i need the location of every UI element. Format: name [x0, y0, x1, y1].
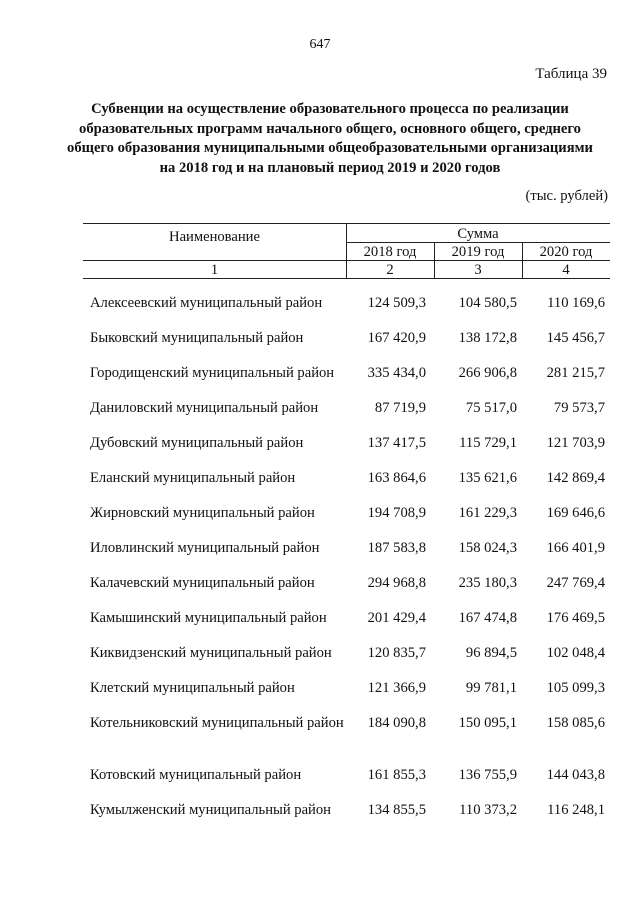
- cell-2019: 75 517,0: [465, 400, 517, 416]
- cell-district-name: Камышинский муниципальный район: [90, 610, 327, 626]
- cell-2018: 335 434,0: [367, 365, 426, 381]
- cell-2020: 145 456,7: [546, 330, 605, 346]
- cell-2019: 158 024,3: [458, 540, 517, 556]
- cell-2018: 161 855,3: [367, 767, 426, 783]
- table-row: [0, 428, 640, 463]
- cell-2018: 194 708,9: [367, 505, 426, 521]
- cell-2019: 99 781,1: [465, 680, 517, 696]
- cell-2018: 87 719,9: [374, 400, 426, 416]
- table-row: [0, 760, 640, 795]
- page-number: 647: [309, 37, 331, 52]
- table-row: [0, 795, 640, 830]
- cell-2020: 169 646,6: [546, 505, 605, 521]
- col-number-3: 3: [474, 262, 482, 278]
- cell-2020: 105 099,3: [546, 680, 605, 696]
- table-row: [0, 463, 640, 498]
- cell-district-name: Киквидзенский муниципальный район: [90, 645, 332, 661]
- cell-2020: 121 703,9: [546, 435, 605, 451]
- units-note: (тыс. рублей): [525, 188, 608, 204]
- header-divider-2: [434, 242, 435, 278]
- table-row: [0, 533, 640, 568]
- cell-2020: 142 869,4: [546, 470, 605, 486]
- cell-2018: 167 420,9: [367, 330, 426, 346]
- table-title: Субвенции на осуществление образовательного процесса по реализации образовательных программ начального общего, основного общего, среднего общего образования муниципальными общеобразовательными организациями на 2018 год и на плановый период 2019 и 2020 годов: [67, 101, 593, 176]
- cell-2018: 184 090,8: [367, 715, 426, 731]
- cell-2019: 266 906,8: [458, 365, 517, 381]
- cell-district-name: Быковский муниципальный район: [90, 330, 304, 346]
- cell-2020: 158 085,6: [546, 715, 605, 731]
- cell-2018: 163 864,6: [367, 470, 426, 486]
- cell-2018: 121 366,9: [367, 680, 426, 696]
- header-sum-rule: [346, 242, 610, 243]
- cell-2019: 138 172,8: [458, 330, 517, 346]
- table-row: [0, 358, 640, 393]
- cell-2019: 136 755,9: [458, 767, 517, 783]
- table-row: [0, 568, 640, 603]
- header-year-2020: 2020 год: [539, 244, 593, 260]
- cell-2018: 134 855,5: [367, 802, 426, 818]
- table-row: [0, 288, 640, 323]
- table-row: [0, 673, 640, 708]
- cell-2020: 166 401,9: [546, 540, 605, 556]
- cell-2018: 124 509,3: [367, 295, 426, 311]
- header-divider-1: [346, 223, 347, 278]
- cell-2020: 110 169,6: [547, 295, 605, 311]
- cell-2019: 161 229,3: [458, 505, 517, 521]
- header-sum: Сумма: [457, 226, 499, 242]
- cell-district-name: Калачевский муниципальный район: [90, 575, 315, 591]
- cell-2020: 79 573,7: [553, 400, 605, 416]
- header-year-2018: 2018 год: [363, 244, 417, 260]
- cell-2018: 187 583,8: [367, 540, 426, 556]
- header-name: Наименование: [169, 229, 260, 245]
- cell-district-name: Иловлинский муниципальный район: [90, 540, 320, 556]
- cell-district-name: Котельниковский муниципальный район: [90, 715, 344, 731]
- col-number-4: 4: [562, 262, 570, 278]
- cell-2019: 135 621,6: [458, 470, 517, 486]
- cell-district-name: Дубовский муниципальный район: [90, 435, 304, 451]
- header-year-2019: 2019 год: [451, 244, 505, 260]
- cell-district-name: Котовский муниципальный район: [90, 767, 302, 783]
- cell-2019: 115 729,1: [459, 435, 517, 451]
- cell-2020: 247 769,4: [546, 575, 605, 591]
- cell-2020: 281 215,7: [546, 365, 605, 381]
- cell-2019: 150 095,1: [458, 715, 517, 731]
- cell-2018: 294 968,8: [367, 575, 426, 591]
- table-row: [0, 603, 640, 638]
- cell-2019: 104 580,5: [458, 295, 517, 311]
- cell-2020: 116 248,1: [547, 802, 605, 818]
- cell-2018: 120 835,7: [367, 645, 426, 661]
- col-number-2: 2: [386, 262, 394, 278]
- cell-district-name: Клетский муниципальный район: [90, 680, 295, 696]
- header-divider-3: [522, 242, 523, 278]
- table-row: [0, 638, 640, 673]
- cell-district-name: Жирновский муниципальный район: [90, 505, 315, 521]
- col-number-1: 1: [210, 262, 219, 278]
- cell-2019: 96 894,5: [465, 645, 517, 661]
- cell-2019: 235 180,3: [458, 575, 517, 591]
- table-label: Таблица 39: [535, 66, 607, 82]
- cell-2018: 137 417,5: [367, 435, 426, 451]
- cell-2020: 144 043,8: [546, 767, 605, 783]
- cell-district-name: Алексеевский муниципальный район: [90, 295, 323, 311]
- table-row: [0, 498, 640, 533]
- table-row: [0, 708, 640, 760]
- cell-district-name: Городищенский муниципальный район: [90, 365, 335, 381]
- cell-2020: 176 469,5: [546, 610, 605, 626]
- table-row: [0, 393, 640, 428]
- cell-2020: 102 048,4: [546, 645, 605, 661]
- cell-2018: 201 429,4: [367, 610, 426, 626]
- header-bottom-rule: [83, 278, 610, 279]
- table-row: [0, 323, 640, 358]
- cell-district-name: Кумылженский муниципальный район: [90, 802, 331, 818]
- cell-district-name: Даниловский муниципальный район: [90, 400, 319, 416]
- table-body: [0, 288, 640, 830]
- cell-2019: 110 373,2: [459, 802, 517, 818]
- cell-district-name: Еланский муниципальный район: [90, 470, 296, 486]
- cell-2019: 167 474,8: [458, 610, 517, 626]
